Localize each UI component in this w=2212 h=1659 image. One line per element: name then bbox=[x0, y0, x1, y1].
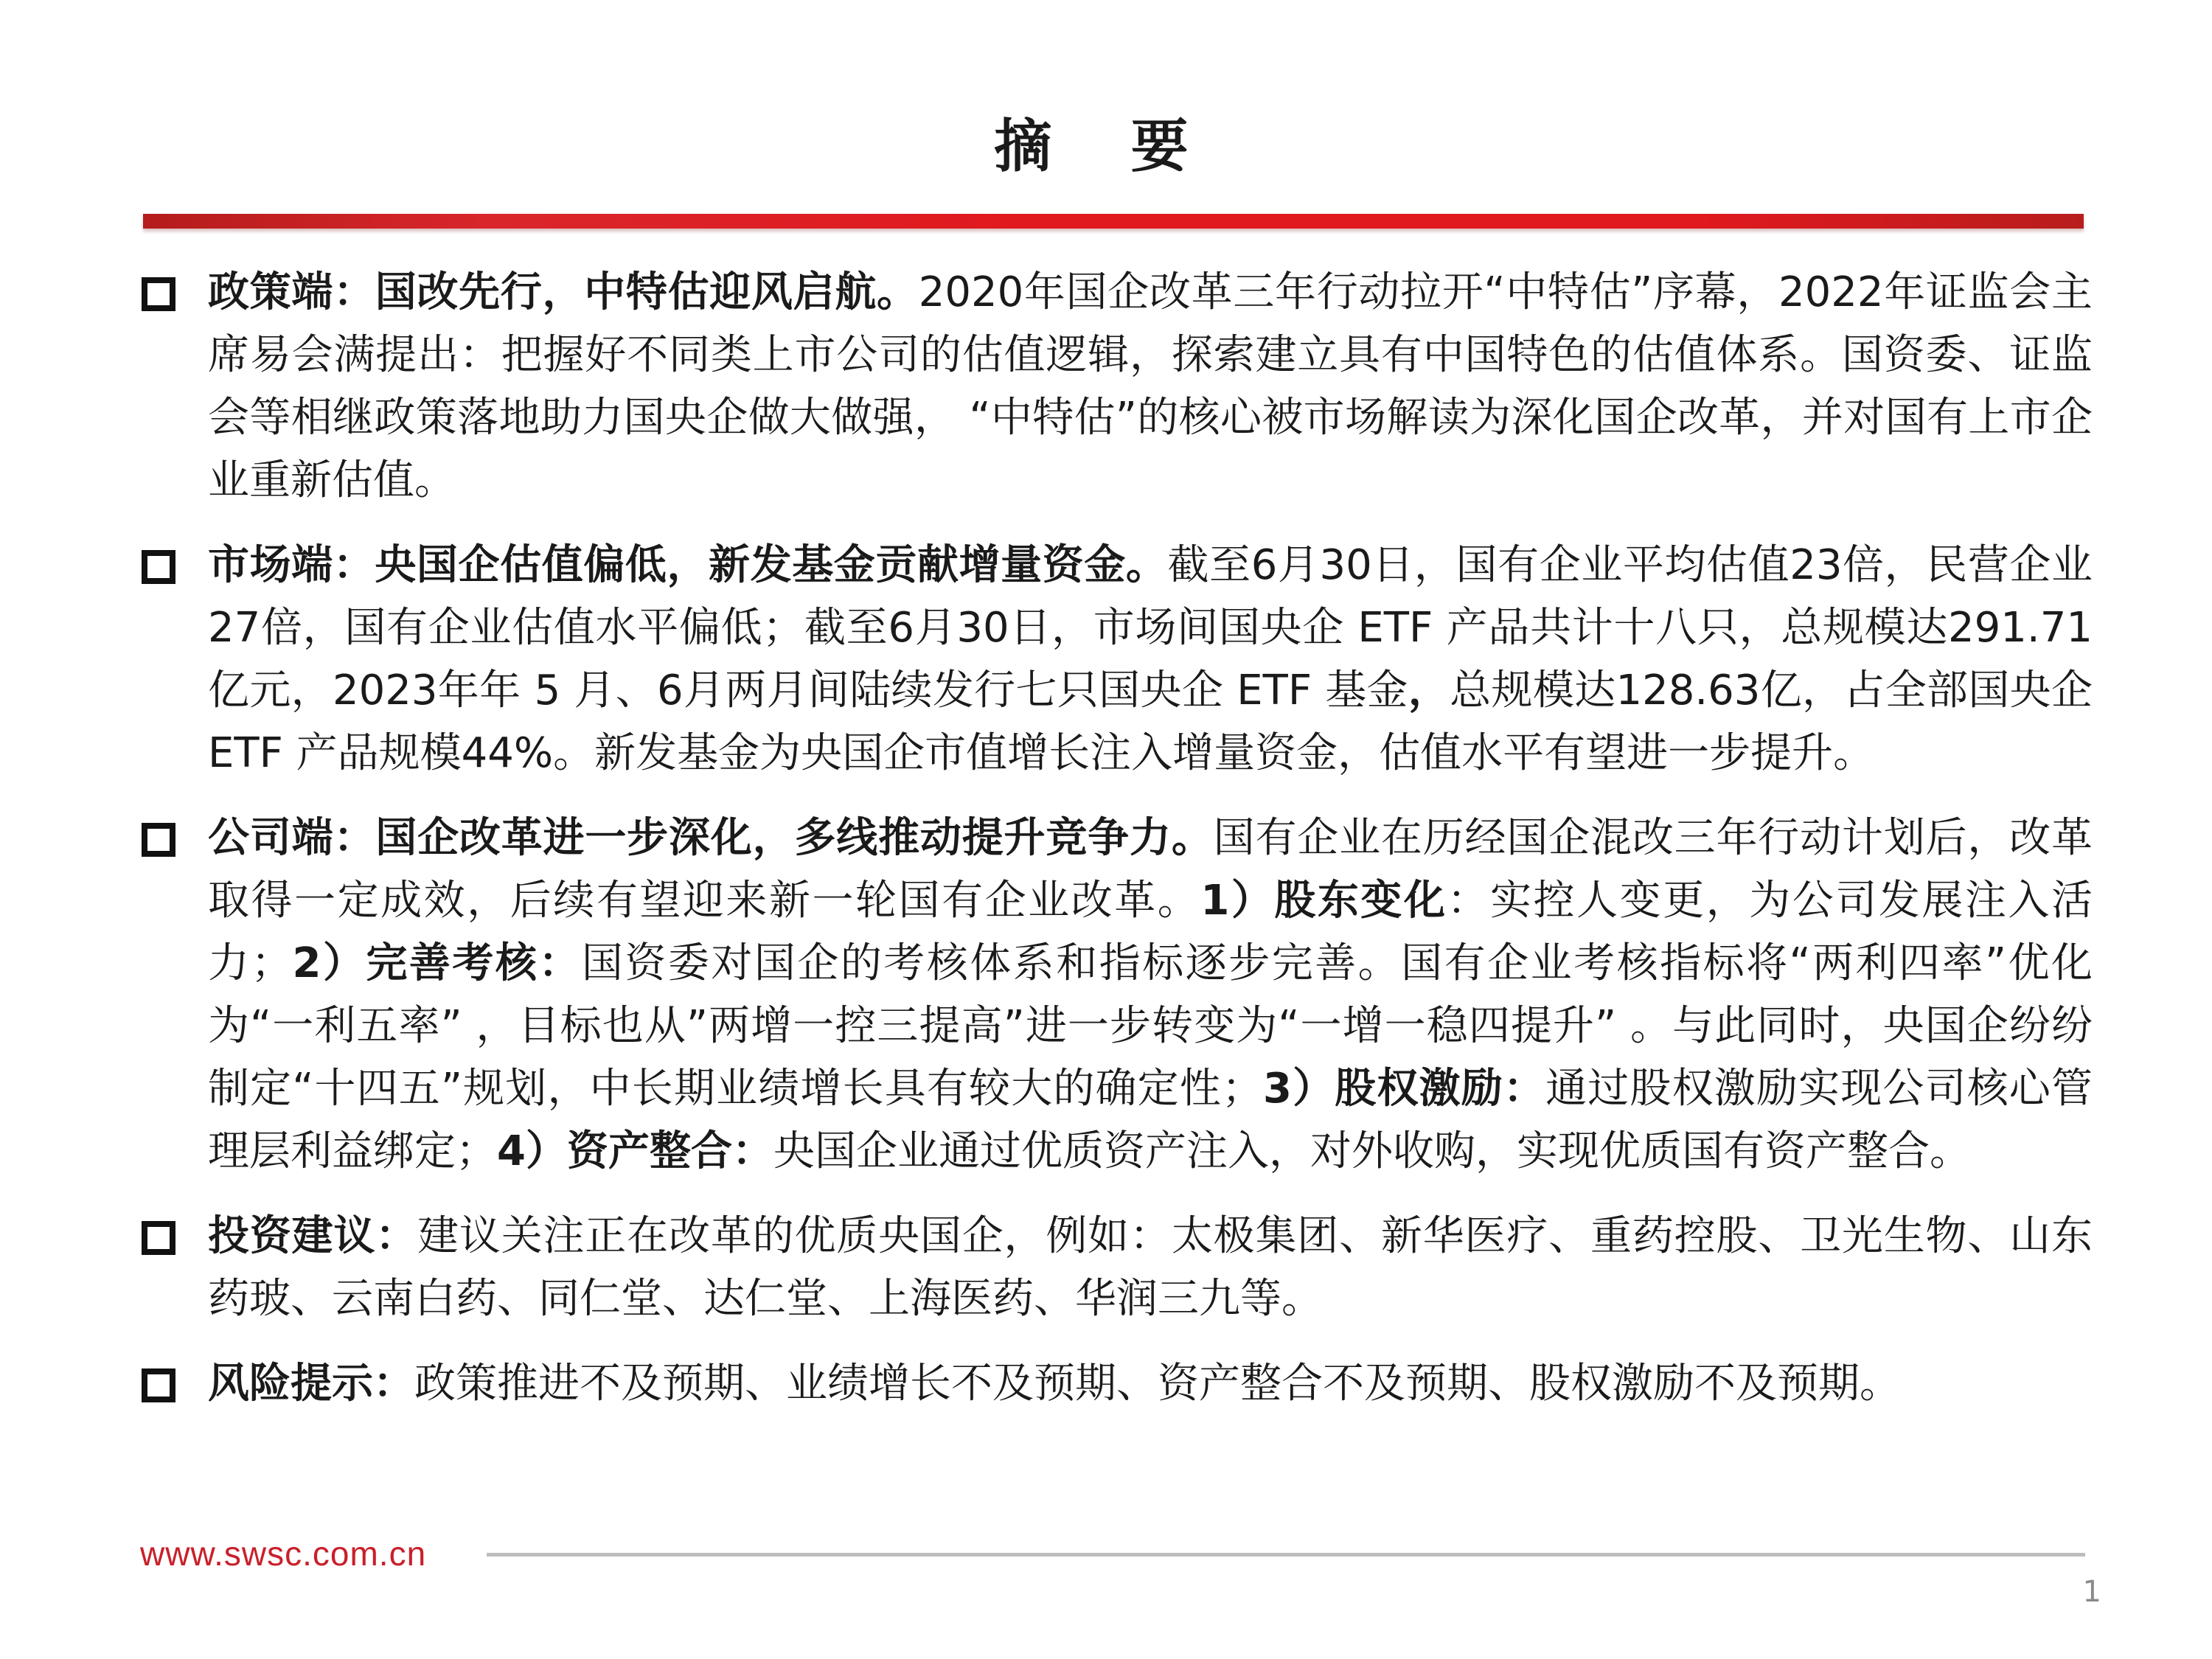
bullet-company bbox=[139, 807, 2093, 1183]
title-divider-bar bbox=[143, 214, 2084, 229]
bullet-investment bbox=[139, 1205, 2093, 1330]
square-bullet-icon bbox=[142, 550, 175, 584]
bullet-heading: 政策端：国改先行，中特估迎风启航。 bbox=[208, 268, 919, 316]
bullet-heading: 投资建议： bbox=[208, 1212, 418, 1260]
summary-bullet-list bbox=[139, 261, 2093, 1437]
bullet-policy bbox=[139, 261, 2093, 512]
bullet-text: 央国企业通过优质资产注入，对外收购，实现优质国有资产整合。 bbox=[773, 1127, 1971, 1175]
bullet-text: 国资委对国企的考核体系和指标逐步完善。国有企业考核指标将“两利四率”优化为“一利五率” ，目标也从”两增一控三提高”进一步转变为“一增一稳四提升” 。与此同时，央国企纷纷制定“十四五”规划，中长期业绩增长具有较大的确定性； bbox=[208, 939, 2093, 1113]
square-bullet-icon bbox=[142, 1221, 175, 1255]
bullet-text: 截至6月30日，国有企业平均估值23倍，民营企业27倍，国有企业估值水平偏低；截至6月30日，市场间国央企 ETF 产品共计十八只，总规模达291.71亿元，2023年年 5 月、6月两月间陆续发行七只国央企 ETF 基金 bbox=[208, 541, 2093, 714]
bullet-market bbox=[139, 534, 2093, 785]
bullet-bold-comma: ， bbox=[1408, 667, 1450, 714]
footer-website-link[interactable]: www.swsc.com.cn bbox=[140, 1534, 427, 1573]
square-bullet-icon bbox=[142, 1368, 175, 1402]
bullet-heading: 风险提示： bbox=[208, 1360, 414, 1408]
page-title: 摘 要 bbox=[994, 114, 1218, 180]
bullet-text: 总规模达128.63亿，占全部国央企 ETF 产品规模44%。新发基金为央国企市值增长注入增量资金，估值水平有望进一步提升。 bbox=[208, 667, 2093, 777]
square-bullet-icon bbox=[142, 823, 175, 857]
bullet-heading: 公司端：国企改革进一步深化，多线推动提升竞争力。 bbox=[208, 814, 1214, 862]
sub-heading-assessment: 2）完善考核： bbox=[292, 939, 582, 987]
bullet-text: 政策推进不及预期、业绩增长不及预期、资产整合不及预期、股权激励不及预期。 bbox=[414, 1360, 1901, 1408]
bullet-text: 国有企业在历经国企混改三年行动计划后，改革取得一定成效，后续有望迎来新一轮国有企业改革。 bbox=[208, 814, 2093, 925]
sub-heading-asset-integration: 4）资产整合： bbox=[497, 1127, 773, 1175]
bullet-text: 2020年国企改革三年行动拉开“中特估”序幕，2022年证监会主席易会满提出：把握好不同类上市公司的估值逻辑，探索建立具有中国特色的估值体系。国资委、证监会等相继政策落地助力国央企做大做强， “中特估”的核心被市场解读为深化国企改革，并对国有上市企业重新估值。 bbox=[208, 268, 2093, 504]
sub-heading-shareholder: 1）股东变化 bbox=[1200, 877, 1447, 925]
sub-heading-equity-incentive: 3）股权激励： bbox=[1263, 1065, 1546, 1113]
bullet-risk bbox=[139, 1352, 2093, 1415]
page-number: 1 bbox=[2082, 1575, 2101, 1609]
bullet-heading: 市场端：央国企估值偏低，新发基金贡献增量资金。 bbox=[208, 541, 1168, 589]
bullet-text: 通过股权激励实现公司核心管理层利益绑定； bbox=[208, 1065, 2093, 1175]
bullet-text: 建议关注正在改革的优质央国企，例如：太极集团、新华医疗、重药控股、卫光生物、山东药玻、云南白药、同仁堂、达仁堂、上海医药、华润三九等。 bbox=[208, 1212, 2093, 1323]
bullet-text: ：实控人变更，为公司发展注入活力； bbox=[208, 877, 2093, 987]
footer-divider bbox=[487, 1553, 2085, 1557]
square-bullet-icon bbox=[142, 277, 175, 311]
